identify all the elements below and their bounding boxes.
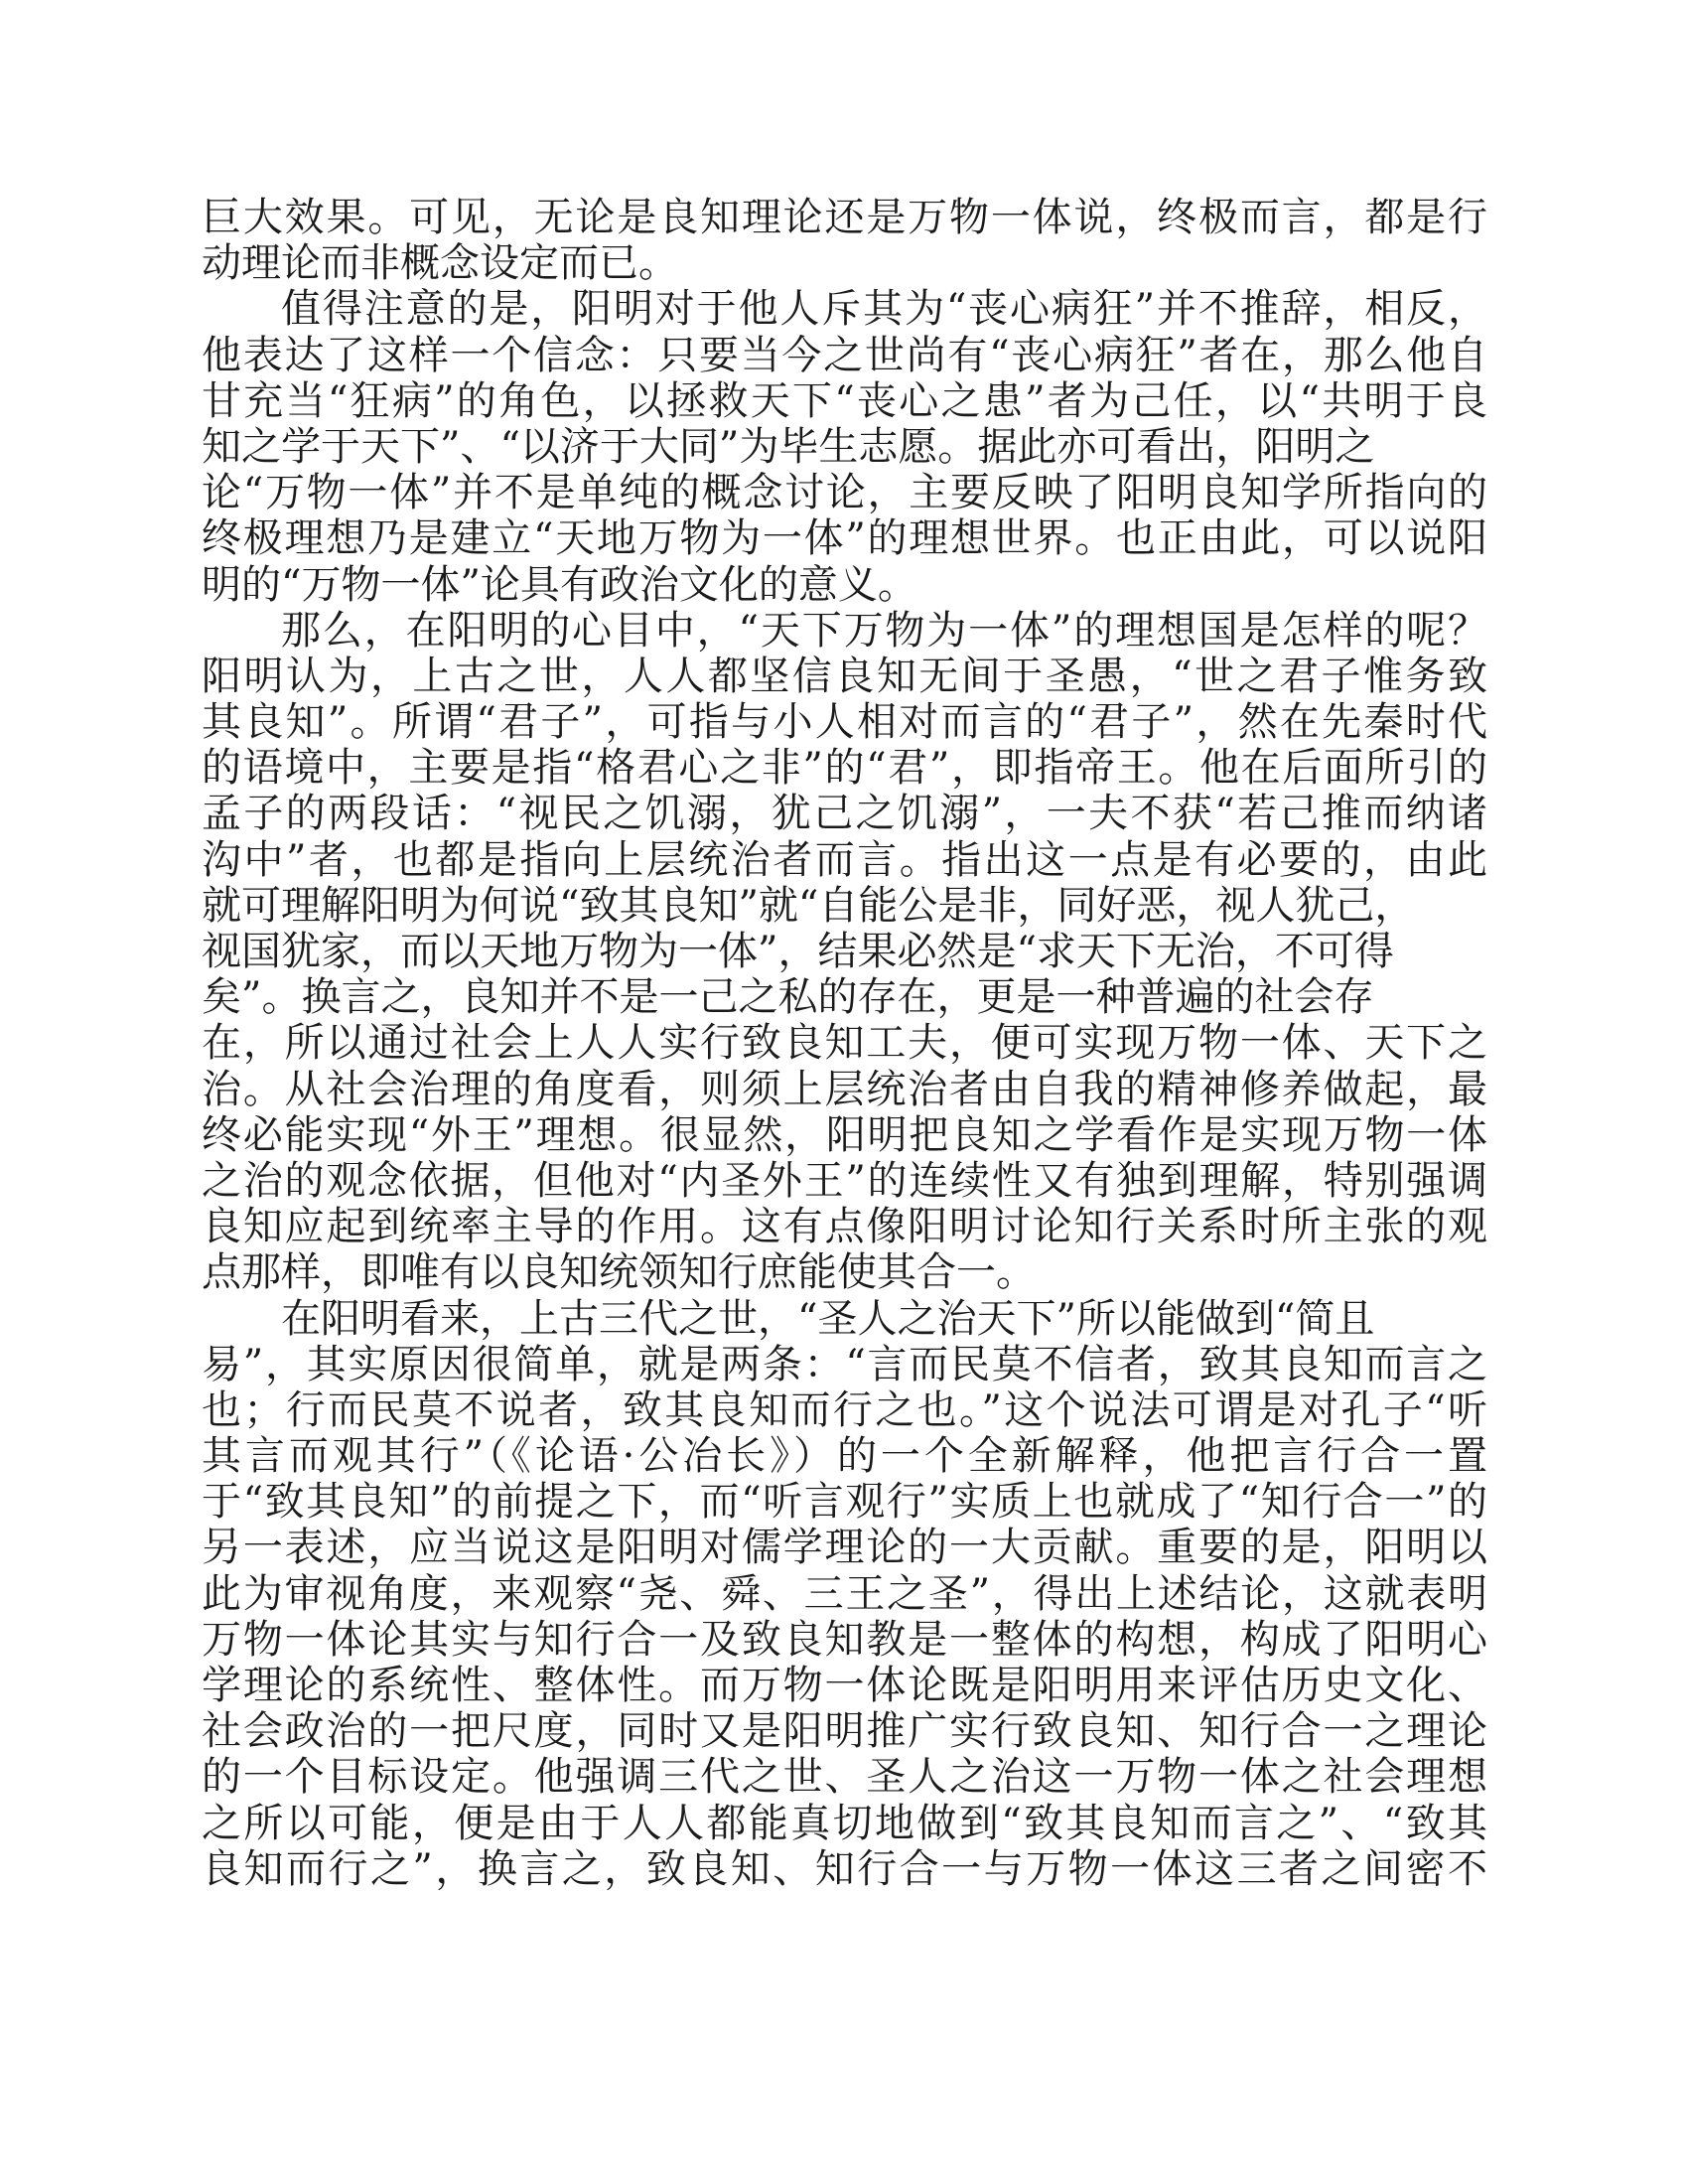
text-line: 良知应起到统率主导的作用。这有点像阳明讨论知行关系时所主张的观: [202, 1204, 1487, 1250]
paragraph-1: [202, 195, 1487, 286]
text-line: 论“万物一体”并不是单纯的概念讨论，主要反映了阳明良知学所指向的: [202, 470, 1487, 516]
text-line: 学理论的系统性、整体性。而万物一体论既是阳明用来评估历史文化、: [202, 1663, 1487, 1708]
text-line: 另一表述，应当说这是阳明对儒学理论的一大贡献。重要的是，阳明以: [202, 1525, 1487, 1571]
text-line: 也；行而民莫不说者，致其良知而行之也。”这个说法可谓是对孔子“听: [202, 1386, 1487, 1433]
text-line: 点那样，即唯有以良知统领知行庶能使其合一。: [202, 1249, 1036, 1296]
text-line: 社会政治的一把尺度，同时又是阳明推广实行致良知、知行合一之理论: [202, 1708, 1487, 1755]
text-line: 于“致其良知”的前提之下，而“听言观行”实质上也就成了“知行合一”的: [202, 1479, 1487, 1526]
text-line: 治。从社会治理的角度看，则须上层统治者由自我的精神修养做起，最: [202, 1066, 1487, 1112]
text-line: 就可理解阳明为何说“致其良知”就“自能公是非，同好恶，视人犹己，: [202, 882, 1415, 929]
text-line: 在，所以通过社会上人人实行致良知工夫，便可实现万物一体、天下之: [202, 1020, 1487, 1067]
text-line: 之治的观念依据，但他对“内圣外王”的连续性又有独到理解，特别强调: [202, 1157, 1487, 1204]
paragraph-2: [202, 286, 1487, 607]
text-line: 终必能实现“外王”理想。很显然，阳明把良知之学看作是实现万物一体: [202, 1111, 1487, 1158]
text-line: 明的“万物一体”论具有政治文化的意义。: [202, 561, 917, 608]
text-line: 值得注意的是，阳明对于他人斥其为“丧心病狂”并不推辞，相反，: [281, 286, 1487, 333]
text-line: 巨大效果。可见，无论是良知理论还是万物一体说，终极而言，都是行: [202, 195, 1487, 240]
text-line: 良知而行之”，换言之，致良知、知行合一与万物一体这三者之间密不: [202, 1845, 1487, 1892]
text-line: 知之学于天下”、“以济于大同”为毕生志愿。据此亦可看出，阳明之: [202, 423, 1375, 470]
text-line: 在阳明看来，上古三代之世，“圣人之治天下”所以能做到“简且: [281, 1295, 1375, 1342]
text-line: 动理论而非概念设定而已。: [202, 240, 678, 287]
text-line: 其言而观其行”（《论语·公冶长》）的一个全新解释，他把言行合一置: [202, 1433, 1487, 1480]
text-line: 其良知”。所谓“君子”，可指与小人相对而言的“君子”，然在先秦时代: [202, 699, 1487, 746]
text-line: 沟中”者，也都是指向上层统治者而言。指出这一点是有必要的，由此: [202, 836, 1487, 883]
text-line: 万物一体论其实与知行合一及致良知教是一整体的构想，构成了阳明心: [202, 1616, 1487, 1663]
text-line: 此为审视角度，来观察“尧、舜、三王之圣”，得出上述结论，这就表明: [202, 1570, 1487, 1617]
text-line: 视国犹家，而以天地万物为一体”，结果必然是“求天下无治，不可得: [202, 929, 1394, 974]
text-line: 那么，在阳明的心目中，“天下万物为一体”的理想国是怎样的呢？: [281, 607, 1487, 654]
text-line: 终极理想乃是建立“天地万物为一体”的理想世界。也正由此，可以说阳: [202, 515, 1487, 562]
text-line: 的一个目标设定。他强调三代之世、圣人之治这一万物一体之社会理想: [202, 1754, 1487, 1801]
text-line: 之所以可能，便是由于人人都能真切地做到“致其良知而言之”、“致其: [202, 1800, 1487, 1846]
text-line: 矣”。换言之，良知并不是一己之私的存在，更是一种普遍的社会存: [202, 974, 1374, 1021]
document-body: [202, 195, 1487, 1892]
paragraph-4: [202, 1296, 1487, 1892]
text-line: 阳明认为，上古之世，人人都坚信良知无间于圣愚，“世之君子惟务致: [202, 653, 1487, 699]
text-line: 易”，其实原因很简单，就是两条：“言而民莫不信者，致其良知而言之: [202, 1341, 1487, 1387]
text-line: 他表达了这样一个信念：只要当今之世尚有“丧心病狂”者在，那么他自: [202, 332, 1487, 378]
text-line: 甘充当“狂病”的角色，以拯救天下“丧心之患”者为己任，以“共明于良: [202, 377, 1487, 424]
text-line: 孟子的两段话：“视民之饥溺，犹己之饥溺”，一夫不获“若己推而纳诸: [202, 791, 1487, 837]
paragraph-3: [202, 608, 1487, 1296]
text-line: 的语境中，主要是指“格君心之非”的“君”，即指帝王。他在后面所引的: [202, 745, 1487, 792]
